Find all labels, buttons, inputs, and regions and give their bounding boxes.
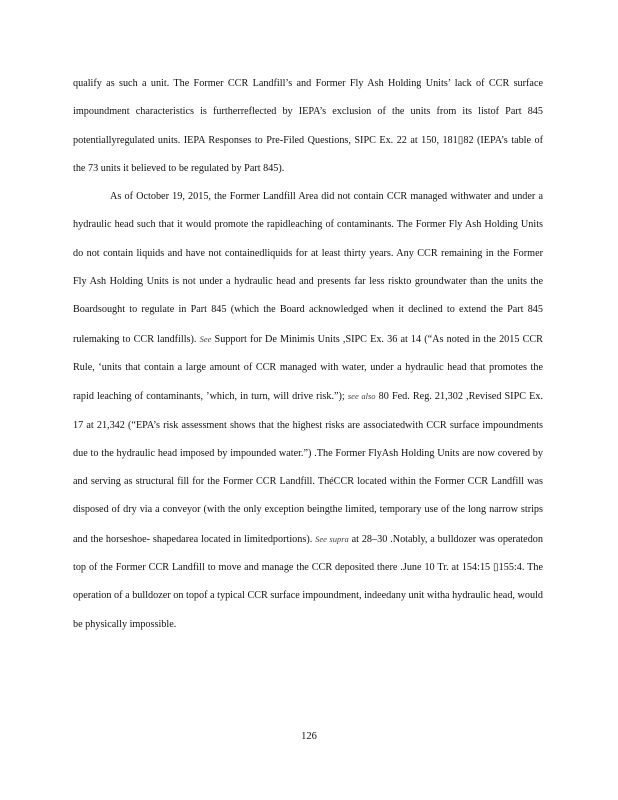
document-body: [73, 70, 543, 639]
citation-signal: see also: [347, 391, 376, 402]
text-run: Support for De Minimis Units ,SIPC Ex. 36 at 14 (“As noted in the 2015 CCR Rule, ‘units that contain a large amount of CCR managed with water, under a hydraulic head that promotes the rapid leaching of contaminants, ’which, in turn, will drive risk.”);: [73, 333, 543, 403]
text-run: As of October 19, 2015, the Former Landfill Area did not contain CCR managed withwater and under a hydraulic head such that it would promote the rapidleaching of contaminants. The Former Fly Ash Holding Units do not contain liquids and have not containedliquids for at least thirty years. Any CCR remaining in the Former Fly Ash Holding Units is not under a hydraulic head and presents far less riskto groundwater than the units the Boardsought to regulate in Part 845 (which the Board acknowledged when it declined to extend the Part 845 rulemaking to CCR landfills).: [73, 191, 543, 345]
paragraph-2: [73, 183, 543, 639]
citation-signal: See supra: [315, 533, 349, 544]
text-run: 80 Fed. Reg. 21,302 ,Revised SIPC Ex. 17 at 21,342 (“EPA’s risk assessment shows that the highest risks are associatedwith CCR surface impoundments due to the hydraulic head imposed by impounded water.”) .The Former FlyAsh Holding Units are now covered by and serving as structural fill for the Former CCR Landfill. ThéCCR located within the Former CCR Landfill was disposed of dry via a conveyor (with the only exception beingthe limited, temporary use of the long narrow strips and the horseshoe- shapedarea located in limitedportions).: [73, 391, 543, 545]
page-number: 126: [301, 731, 317, 742]
citation-signal: See: [199, 333, 212, 344]
text-run: at 28–30 .Notably, a bulldozer was operatedon top of the Former CCR Landfill to move and manage the CCR deposited there .June 10 Tr. at 154:15 ▯155:4. The operation of a bulldozer on topof a typical CCR surface impoundment, indeedany unit witha hydraulic head, would be physically impossible.: [73, 533, 543, 630]
paragraph-1: [73, 70, 543, 183]
text-run: qualify as such a unit. The Former CCR Landfill’s and Former Fly Ash Holding Units’ lack of CCR surface impoundment characteristics is furtherreflected by IEPA’s exclusion of the units from its listof Part 845 potentiallyregulated units. IEPA Responses to Pre-Filed Questions, SIPC Ex. 22 at 150, 181▯82 (IEPA’s table of the 73 units it believed to be regulated by Part 845).: [73, 78, 543, 174]
